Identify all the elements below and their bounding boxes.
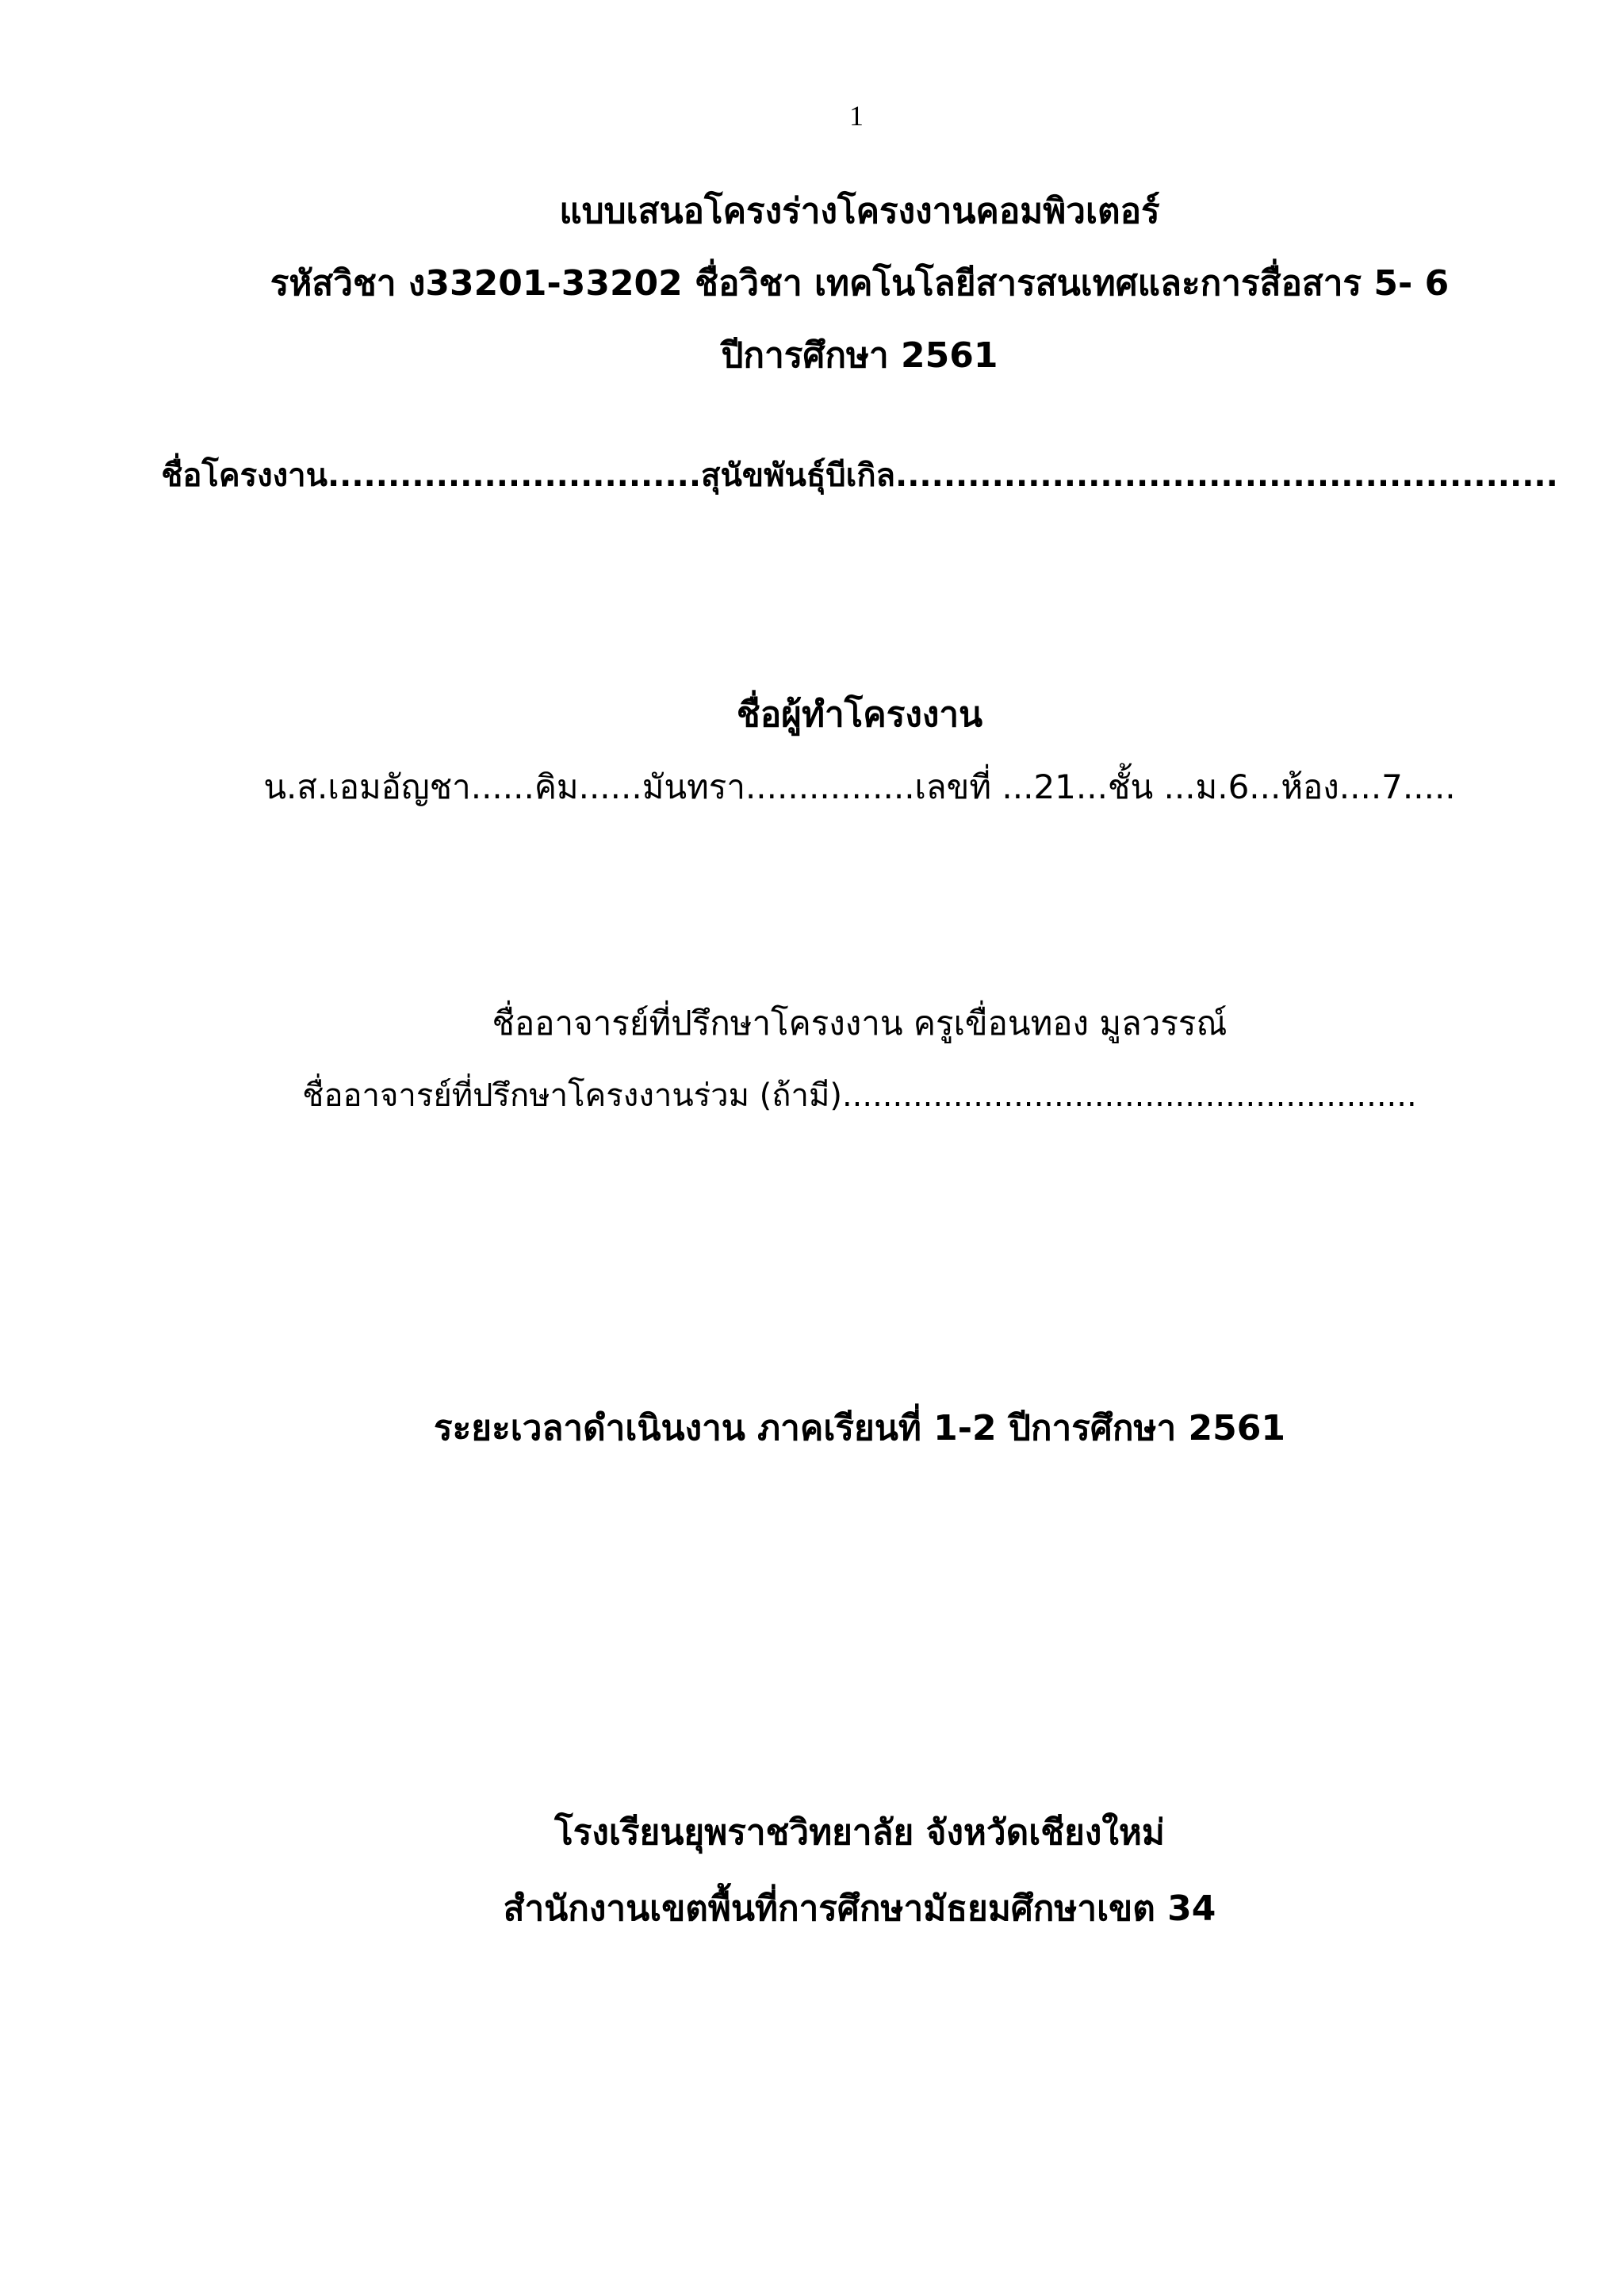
advisor-line: ชื่ออาจารย์ที่ปรึกษาโครงงาน ครูเขื่อนทอง มูลวรรณ์ <box>492 1004 1228 1043</box>
education-office: สำนักงานเขตพื้นที่การศึกษามัธยมศึกษาเขต 34 <box>503 1888 1216 1929</box>
author-line: น.ส.เอมอัญชา......คิม......มันทรา................เลขที่ ...21...ชั้น ...ม.6...ห้อง....7..... <box>263 767 1456 806</box>
page-number: 1 <box>849 100 864 132</box>
authors-heading: ชื่อผู้ทำโครงงาน <box>736 695 983 735</box>
course-info: รหัสวิชา ง33201-33202 ชื่อวิชา เทคโนโลยีสารสนเทศและการสื่อสาร 5- 6 <box>270 263 1450 304</box>
project-period: ระยะเวลาดำเนินงาน ภาคเรียนที่ 1-2 ปีการศึกษา 2561 <box>434 1408 1285 1448</box>
school-name: โรงเรียนยุพราชวิทยาลัย จังหวัดเชียงใหม่ <box>554 1812 1165 1853</box>
coadvisor-line: ชื่ออาจารย์ที่ปรึกษาโครงงานร่วม (ถ้ามี)......................................................... <box>302 1077 1417 1114</box>
project-name-line: ชื่อโครงงาน...............................สุนัขพันธุ์บีเกิล....................................................... <box>161 457 1558 494</box>
document-title: แบบเสนอโครงร่างโครงงานคอมพิวเตอร์ <box>559 191 1160 232</box>
academic-year: ปีการศึกษา 2561 <box>721 335 998 376</box>
